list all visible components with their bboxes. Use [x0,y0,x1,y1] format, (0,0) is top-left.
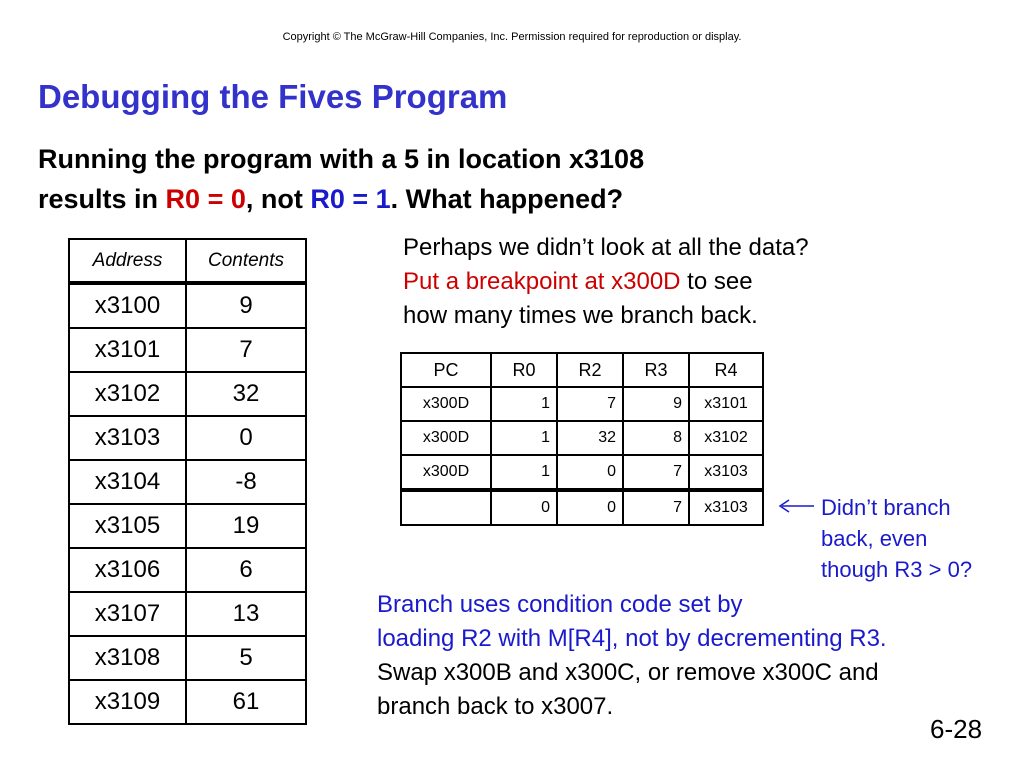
slide-title: Debugging the Fives Program [38,78,508,115]
address-cell: x3106 [69,548,186,592]
table-row [401,455,763,490]
contents-cell: 61 [186,680,306,724]
copyright-notice: Copyright © The McGraw-Hill Companies, Inc. Permission required for reproduction or display. [282,31,742,43]
table-row [69,592,306,636]
pc-cell: x300D [401,387,491,421]
r0-cell: 1 [491,421,557,455]
r4-header: R4 [689,353,763,387]
note1-line-2-rest: to see [680,268,753,295]
subtitle-text-pre: results in [38,184,166,214]
note1-line-2 [403,265,809,299]
r0-header: R0 [491,353,557,387]
pc-cell [401,490,491,525]
subtitle-line-2 [38,179,644,219]
register-trace-table [400,352,764,526]
register-table-header [401,353,763,387]
r3-cell: 8 [623,421,689,455]
table-row [69,680,306,724]
r4-cell: x3103 [689,490,763,525]
contents-cell: 7 [186,328,306,372]
table-row [69,548,306,592]
address-cell: x3101 [69,328,186,372]
table-row [401,421,763,455]
address-header: Address [69,239,186,283]
r2-cell: 0 [557,490,623,525]
r4-cell: x3103 [689,455,763,490]
note3-line-1: Branch uses condition code set by [377,591,743,618]
branch-question-note [821,492,972,585]
note2-line-1: Didn’t branch [821,495,951,520]
table-row [401,490,763,525]
address-cell: x3102 [69,372,186,416]
explanation-note [377,588,887,724]
r2-header: R2 [557,353,623,387]
note3-line-4: branch back to x3007. [377,693,614,720]
r0-cell: 1 [491,387,557,421]
address-cell: x3107 [69,592,186,636]
address-cell: x3105 [69,504,186,548]
pc-cell: x300D [401,455,491,490]
r3-cell: 9 [623,387,689,421]
note1-line-1: Perhaps we didn’t look at all the data? [403,234,809,261]
r4-cell: x3101 [689,387,763,421]
table-row [69,328,306,372]
pc-cell: x300D [401,421,491,455]
contents-cell: 5 [186,636,306,680]
r4-cell: x3102 [689,421,763,455]
contents-cell: 9 [186,283,306,328]
arrow-left-icon [776,496,816,516]
subtitle-text-mid: , not [245,184,311,214]
contents-cell: -8 [186,460,306,504]
address-cell: x3100 [69,283,186,328]
table-row [401,387,763,421]
subtitle-text-post: . What happened? [390,184,624,214]
r3-cell: 7 [623,455,689,490]
address-cell: x3108 [69,636,186,680]
r3-header: R3 [623,353,689,387]
contents-cell: 6 [186,548,306,592]
slide-subtitle [38,139,644,219]
contents-cell: 13 [186,592,306,636]
table-row [69,504,306,548]
table-row [69,460,306,504]
memory-table [68,238,307,725]
breakpoint-highlight: Put a breakpoint at x300D [403,268,681,295]
note3-line-3: Swap x300B and x300C, or remove x300C and [377,659,879,686]
address-cell: x3103 [69,416,186,460]
note2-line-3: though R3 > 0? [821,557,973,582]
address-cell: x3109 [69,680,186,724]
slide-number: 6-28 [930,714,983,744]
r0-cell: 0 [491,490,557,525]
breakpoint-note [403,231,809,333]
subtitle-line-1: Running the program with a 5 in location x3108 [38,144,645,174]
contents-cell: 0 [186,416,306,460]
r3-cell: 7 [623,490,689,525]
table-row [69,372,306,416]
note1-line-3: how many times we branch back. [403,302,758,329]
r2-cell: 0 [557,455,623,490]
address-cell: x3104 [69,460,186,504]
r2-cell: 32 [557,421,623,455]
contents-cell: 32 [186,372,306,416]
contents-header: Contents [186,239,306,283]
table-row [69,283,306,328]
r2-cell: 7 [557,387,623,421]
note3-line-2: loading R2 with M[R4], not by decrementing R3. [377,625,887,652]
contents-cell: 19 [186,504,306,548]
table-row [69,636,306,680]
r0-one-text: R0 = 1 [310,184,391,214]
memory-table-header [69,239,306,283]
pc-header: PC [401,353,491,387]
r0-zero-text: R0 = 0 [165,184,246,214]
table-row [69,416,306,460]
r0-cell: 1 [491,455,557,490]
note2-line-2: back, even [821,526,928,551]
